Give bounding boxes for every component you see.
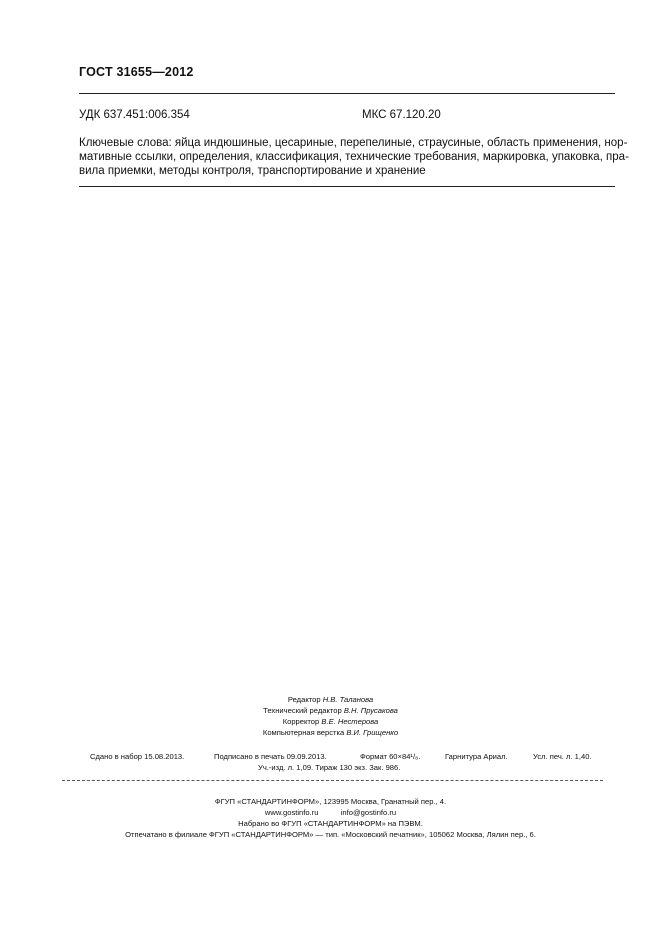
keywords-line-3: вила приемки, методы контроля, транспортирование и хранение bbox=[79, 165, 426, 177]
keywords-line-2: мативные ссылки, определения, классификация, технические требования, маркировка, упаковка, пра- bbox=[79, 151, 629, 163]
publisher-email: info@gostinfo.ru bbox=[340, 808, 397, 817]
standard-title: ГОСТ 31655—2012 bbox=[79, 65, 194, 79]
credit-layout bbox=[0, 728, 661, 737]
mks-code: МКС 67.120.20 bbox=[362, 109, 441, 121]
credit-person: В.Е. Нестерова bbox=[321, 717, 379, 726]
pub-print-sheets: Усл. печ. л. 1,40. bbox=[533, 752, 592, 761]
publisher-typeset: Набрано во ФГУП «СТАНДАРТИНФОРМ» на ПЭВМ. bbox=[238, 819, 423, 828]
credit-person: Н.В. Таланова bbox=[322, 695, 374, 704]
keywords-paragraph bbox=[79, 136, 629, 178]
udk-code: УДК 637.451:006.354 bbox=[79, 109, 190, 121]
publisher-website: www.gostinfo.ru bbox=[264, 808, 319, 817]
credit-role: Компьютерная верстка bbox=[262, 728, 345, 737]
credit-editor bbox=[0, 695, 661, 704]
pub-signed: Подписано в печать 09.09.2013. bbox=[214, 752, 327, 761]
keywords-rule bbox=[79, 186, 615, 187]
credit-person: В.Н. Прусакова bbox=[343, 706, 398, 715]
credit-role: Корректор bbox=[282, 717, 320, 726]
pub-edition-info: Уч.-изд. л. 1,09. Тираж 130 экз. Зак. 986. bbox=[258, 763, 401, 772]
pub-format: Формат 60×84¹/₈. bbox=[360, 752, 421, 761]
publisher-address: ФГУП «СТАНДАРТИНФОРМ», 123995 Москва, Гранатный пер., 4. bbox=[214, 797, 447, 806]
publisher-contacts bbox=[0, 808, 661, 817]
pub-font: Гарнитура Ариал. bbox=[445, 752, 508, 761]
credit-person: В.И. Грищенко bbox=[346, 728, 399, 737]
publisher-divider bbox=[62, 780, 603, 781]
keywords-line-1: Ключевые слова: яйца индюшиные, цесариные, перепелиные, страусиные, область применения, нор- bbox=[79, 137, 628, 149]
credit-proofreader bbox=[0, 717, 661, 726]
credit-role: Редактор bbox=[287, 695, 321, 704]
credit-role: Технический редактор bbox=[263, 706, 342, 715]
header-rule bbox=[79, 93, 615, 94]
credit-tech-editor bbox=[0, 706, 661, 715]
pub-submitted: Сдано в набор 15.08.2013. bbox=[90, 752, 185, 761]
publisher-printed: Отпечатано в филиале ФГУП «СТАНДАРТИНФОРМ» — тип. «Московский печатник», 105062 Москва, Лялин пер., 6. bbox=[125, 830, 536, 839]
